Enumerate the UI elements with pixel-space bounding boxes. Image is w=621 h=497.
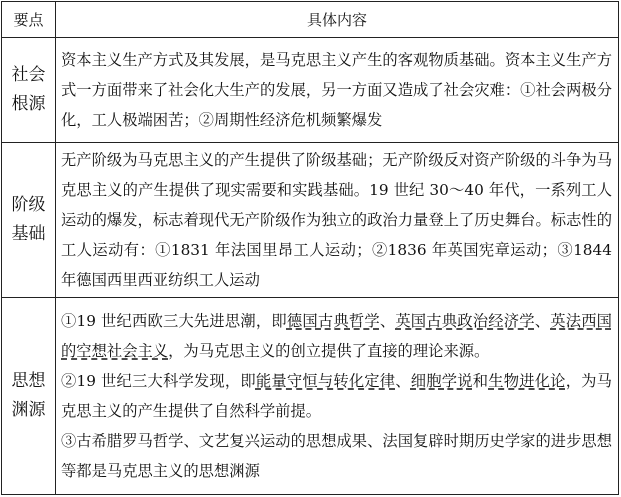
row-content-social-roots [56, 38, 619, 143]
row-key-line: 社会 [11, 65, 46, 85]
row-content-class-basis [56, 143, 619, 298]
emphasized-term: 细胞学说 [410, 372, 473, 390]
row-key-intellectual-origins [2, 298, 56, 495]
content-paragraph [61, 145, 612, 295]
row-key-class-basis [2, 143, 56, 298]
text-segment: ①19 世纪西欧三大先进思潮，即 [61, 312, 287, 330]
row-key-line: 思想 [11, 371, 46, 391]
content-table [1, 1, 619, 495]
table-row [2, 143, 619, 298]
header-key: 要点 [2, 2, 56, 38]
row-key-line: 渊源 [11, 400, 46, 420]
content-paragraph [61, 366, 612, 426]
text-segment: 和 [472, 372, 489, 390]
table-row [2, 38, 619, 143]
text-segment: 、 [395, 372, 411, 390]
row-key-line: 基础 [11, 224, 46, 244]
text-segment: ，为马克思主义的创立提供了直接的理论来源。 [168, 342, 490, 360]
header-row [2, 2, 619, 38]
text-segment: 、 [379, 312, 396, 330]
text-segment: 资本主义生产方式及其发展，是马克思主义产生的客观物质基础。资本主义生产方式一方面带来了社会化大生产的发展，另一方面又造成了社会灾难：①社会两极分化，工人极端困苦；②周期性经济危机频繁爆发 [61, 51, 612, 129]
content-paragraph [61, 45, 612, 135]
content-paragraph [61, 426, 612, 486]
row-key-social-roots [2, 38, 56, 143]
emphasized-term: 英国古典政治经济学 [395, 312, 535, 330]
row-key-line: 根源 [11, 94, 46, 114]
table-row [2, 298, 619, 495]
row-key-line: 阶级 [11, 195, 46, 215]
emphasized-term: 德国古典哲学 [286, 312, 380, 330]
header-content: 具体内容 [56, 2, 619, 38]
row-content-intellectual-origins [56, 298, 619, 495]
text-segment: ③古希腊罗马哲学、文艺复兴运动的思想成果、法国复辟时期历史学家的进步思想等都是马克思主义的思想渊源 [61, 432, 612, 480]
emphasized-term: 能量守恒与转化定律 [255, 372, 396, 390]
text-segment: 无产阶级为马克思主义的产生提供了阶级基础；无产阶级反对资产阶级的斗争为马克思主义的产生提供了现实需要和实践基础。19 世纪 30～40 年代，一系列工人运动的爆发，标志着现代无产阶级作为独立的政治力量登上了历史舞台。标志性的工人运动有：①1831 年法国里昂工人运动；②1836 年英国宪章运动；③1844 年德国西里西亚纺织工人运动 [61, 151, 612, 289]
text-segment: 、 [534, 312, 551, 330]
text-segment: ，为马克思主义的产生提供了自然科学前提。 [61, 372, 612, 420]
emphasized-term: 英法西国的空想社会主义 [61, 312, 612, 360]
text-segment: ②19 世纪三大科学发现，即 [61, 372, 256, 390]
emphasized-term: 生物进化论 [488, 372, 566, 390]
content-paragraph [61, 306, 612, 366]
